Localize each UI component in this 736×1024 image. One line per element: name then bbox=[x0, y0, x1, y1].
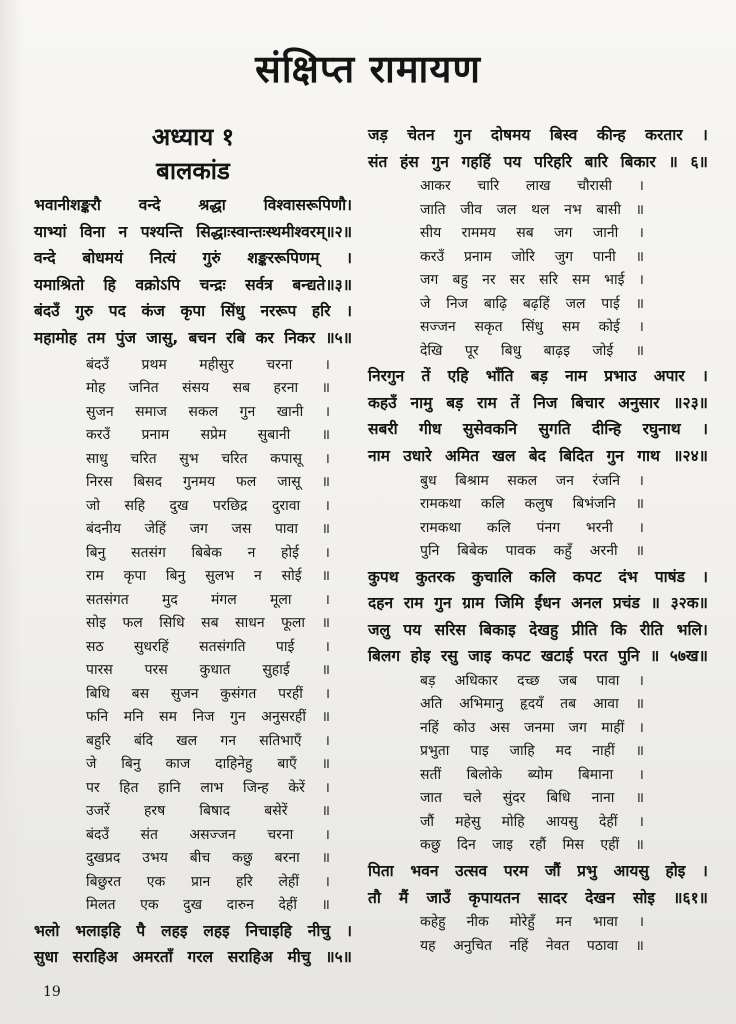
chaupai-block bbox=[368, 911, 708, 958]
chaupai-line: कहेहु नीक मोरेहुँ मन भावा । bbox=[420, 914, 644, 931]
chaupai-line: पर हित हानि लाभ जिन्ह केरें । bbox=[86, 779, 330, 796]
chaupai-line: राम कृपा बिनु सुलभ न सोई ॥ bbox=[86, 568, 330, 585]
chaupai-line: जाति जीव जल थल नभ बासी ॥ bbox=[420, 201, 644, 218]
doha-line: जड़ चेतन गुन दोषमय बिस्व कीन्ह करतार । bbox=[368, 126, 708, 144]
chaupai-line: फनि मनि सम निज गुन अनुसरहीं ॥ bbox=[86, 709, 330, 726]
chaupai-block bbox=[368, 470, 708, 564]
chaupai-line: बहुरि बंदि खल गन सतिभाएँ । bbox=[86, 732, 330, 749]
chaupai-line: करउँ प्रनाम सप्रेम सुबानी ॥ bbox=[86, 427, 330, 444]
chaupai-line: जो सहि दुख परछिद्र दुरावा । bbox=[86, 497, 330, 514]
chaupai-line: दुखप्रद उभय बीच कछु बरना ॥ bbox=[86, 850, 330, 867]
chaupai-line: जे बिनु काज दाहिनेहु बाएँ ॥ bbox=[86, 756, 330, 773]
page-title: संक्षिप्त रामायण bbox=[255, 47, 481, 91]
chaupai-line: प्रभुता पाइ जाहि मद नाहीं ॥ bbox=[420, 743, 644, 760]
chaupai-line: साधु चरित सुभ चरित कपासू । bbox=[86, 450, 330, 467]
chaupai-line: सज्जन सकृत सिंधु सम कोई । bbox=[420, 319, 644, 336]
chaupai-line: उजरें हरष बिषाद बसेरें ॥ bbox=[86, 803, 330, 820]
doha-line: भलो भलाइहि पै लहइ लहइ निचाइहि नीचु । bbox=[34, 921, 352, 940]
chapter-heading: अध्याय १ bbox=[151, 123, 235, 151]
chaupai-line: कछु दिन जाइ रहौं मिस एहीं ॥ bbox=[420, 837, 644, 854]
chaupai-line: रामकथा कलि कलुष बिभंजनि ॥ bbox=[420, 496, 644, 513]
chaupai-line: बंदउँ प्रथम महीसुर चरना । bbox=[86, 356, 330, 373]
shloka-line: भवानीशङ्करौ वन्दे श्रद्धा विश्वासरूपिणौ। bbox=[34, 196, 352, 214]
doha-line: कहउँ नामु बड़ राम तें निज बिचार अनुसार ॥२३॥ bbox=[368, 393, 708, 412]
chaupai-line: बंदउँ संत असज्जन चरना । bbox=[86, 826, 330, 843]
doha-block bbox=[368, 564, 708, 670]
shloka-line: वन्दे बोधमयं नित्यं गुरुं शङ्कररूपिणम् । bbox=[34, 249, 352, 268]
chaupai-line: सतसंगत मुद मंगल मूला । bbox=[86, 591, 330, 608]
doha-line: जलु पय सरिस बिकाइ देखहु प्रीति कि रीति भलि। bbox=[368, 620, 708, 639]
chaupai-line: देखि पूर बिधु बाढ़इ जोई ॥ bbox=[420, 342, 644, 359]
chaupai-line: बिछुरत एक प्रान हरि लेहीं । bbox=[86, 873, 330, 890]
doha-line: बिलग होइ रसु जाइ कपट खटाई परत पुनि ॥ ५७ख॥ bbox=[368, 647, 708, 666]
chaupai-line: पुनि बिबेक पावक कहुँ अरनी ॥ bbox=[420, 543, 644, 560]
doha-line: तौ मैं जाउँ कृपायतन सादर देखन सोइ ॥६१॥ bbox=[368, 888, 708, 907]
chaupai-line: मोह जनित संसय सब हरना ॥ bbox=[86, 380, 330, 397]
shloka-line: महामोह तम पुंज जासु, बचन रबि कर निकर ॥५॥ bbox=[34, 328, 352, 347]
chaupai-line: निरस बिसद गुनमय फल जासू ॥ bbox=[86, 474, 330, 491]
doha-line: पिता भवन उत्सव परम जौं प्रभु आयसु होइ । bbox=[368, 861, 708, 880]
chaupai-block bbox=[368, 175, 708, 363]
chaupai-line: बड़ अधिकार दच्छ जब पावा । bbox=[420, 672, 644, 689]
chaupai-line: सतीं बिलोके ब्योम बिमाना । bbox=[420, 766, 644, 783]
chaupai-line: यह अनुचित नहिं नेवत पठावा ॥ bbox=[420, 937, 644, 954]
doha-line: संत हंस गुन गहहिं पय परिहरि बारि बिकार ॥ ६॥ bbox=[368, 152, 708, 171]
doha-block bbox=[368, 122, 708, 175]
chaupai-line: नहिं कोउ अस जनमा जग माहीं । bbox=[420, 719, 644, 736]
right-column bbox=[368, 120, 708, 958]
chaupai-line: मिलत एक दुख दारुन देहीं ॥ bbox=[86, 897, 330, 914]
chaupai-line: सोइ फल सिधि सब साधन फूला ॥ bbox=[86, 615, 330, 632]
shloka-line: बंदउँ गुरु पद कंज कृपा सिंधु नररूप हरि । bbox=[34, 302, 352, 321]
chaupai-line: बिनु सतसंग बिबेक न होई । bbox=[86, 544, 330, 561]
doha-line: निरगुन तें एहि भाँति बड़ नाम प्रभाउ अपार । bbox=[368, 367, 708, 386]
chaupai-line: जात चले सुंदर बिधि नाना ॥ bbox=[420, 790, 644, 807]
shloka-line: यमाश्रितो हि वक्रोऽपि चन्द्रः सर्वत्र बन्द्यते॥३॥ bbox=[34, 275, 352, 294]
chaupai-line: रामकथा कलि पंनग भरनी । bbox=[420, 519, 644, 536]
chaupai-line: जग बहु नर सर सरि सम भाई । bbox=[420, 272, 644, 289]
chaupai-line: करउँ प्रनाम जोरि जुग पानी ॥ bbox=[420, 248, 644, 265]
chaupai-line: पारस परस कुधात सुहाई ॥ bbox=[86, 662, 330, 679]
chaupai-line: जौं महेसु मोहि आयसु देहीं । bbox=[420, 813, 644, 830]
left-column bbox=[34, 120, 352, 971]
doha-line: दहन राम गुन ग्राम जिमि ईंधन अनल प्रचंड ॥ ३२क॥ bbox=[368, 594, 708, 613]
chaupai-line: आकर चारि लाख चौरासी । bbox=[420, 178, 644, 195]
page-number: 19 bbox=[43, 984, 61, 1000]
doha-block bbox=[34, 918, 352, 971]
doha-line: सुधा सराहिअ अमरताँ गरल सराहिअ मीचु ॥५॥ bbox=[34, 948, 352, 967]
shloka-line: याभ्यां विना न पश्यन्ति सिद्धाःस्वान्तःस्थमीश्वरम्॥२॥ bbox=[34, 222, 352, 241]
chaupai-block bbox=[368, 670, 708, 858]
page-edge-shadow bbox=[0, 0, 22, 1024]
chaupai-line: जे निज बाढ़ि बढ़हिं जल पाई ॥ bbox=[420, 295, 644, 312]
chaupai-line: सीय राममय सब जग जानी । bbox=[420, 225, 644, 242]
doha-line: नाम उधारे अमित खल बेद बिदित गुन गाथ ॥२४॥ bbox=[368, 446, 708, 465]
chaupai-line: सठ सुधरहिं सतसंगति पाई । bbox=[86, 638, 330, 655]
chaupai-line: बंदनीय जेहिं जग जस पावा ॥ bbox=[86, 521, 330, 538]
doha-line: सबरी गीध सुसेवकनि सुगति दीन्हि रघुनाथ । bbox=[368, 420, 708, 439]
chaupai-line: सुजन समाज सकल गुन खानी । bbox=[86, 403, 330, 420]
chaupai-line: अति अभिमानु हृदयँ तब आवा ॥ bbox=[420, 696, 644, 713]
chaupai-line: बुध बिश्राम सकल जन रंजनि । bbox=[420, 472, 644, 489]
doha-line: कुपथ कुतरक कुचालि कलि कपट दंभ पाषंड । bbox=[368, 567, 708, 586]
chaupai-line: बिधि बस सुजन कुसंगत परहीं । bbox=[86, 685, 330, 702]
chaupai-block bbox=[34, 354, 352, 918]
doha-block bbox=[368, 858, 708, 911]
doha-block bbox=[368, 363, 708, 469]
kand-heading: बालकांड bbox=[156, 157, 230, 185]
shloka-block bbox=[34, 192, 352, 352]
